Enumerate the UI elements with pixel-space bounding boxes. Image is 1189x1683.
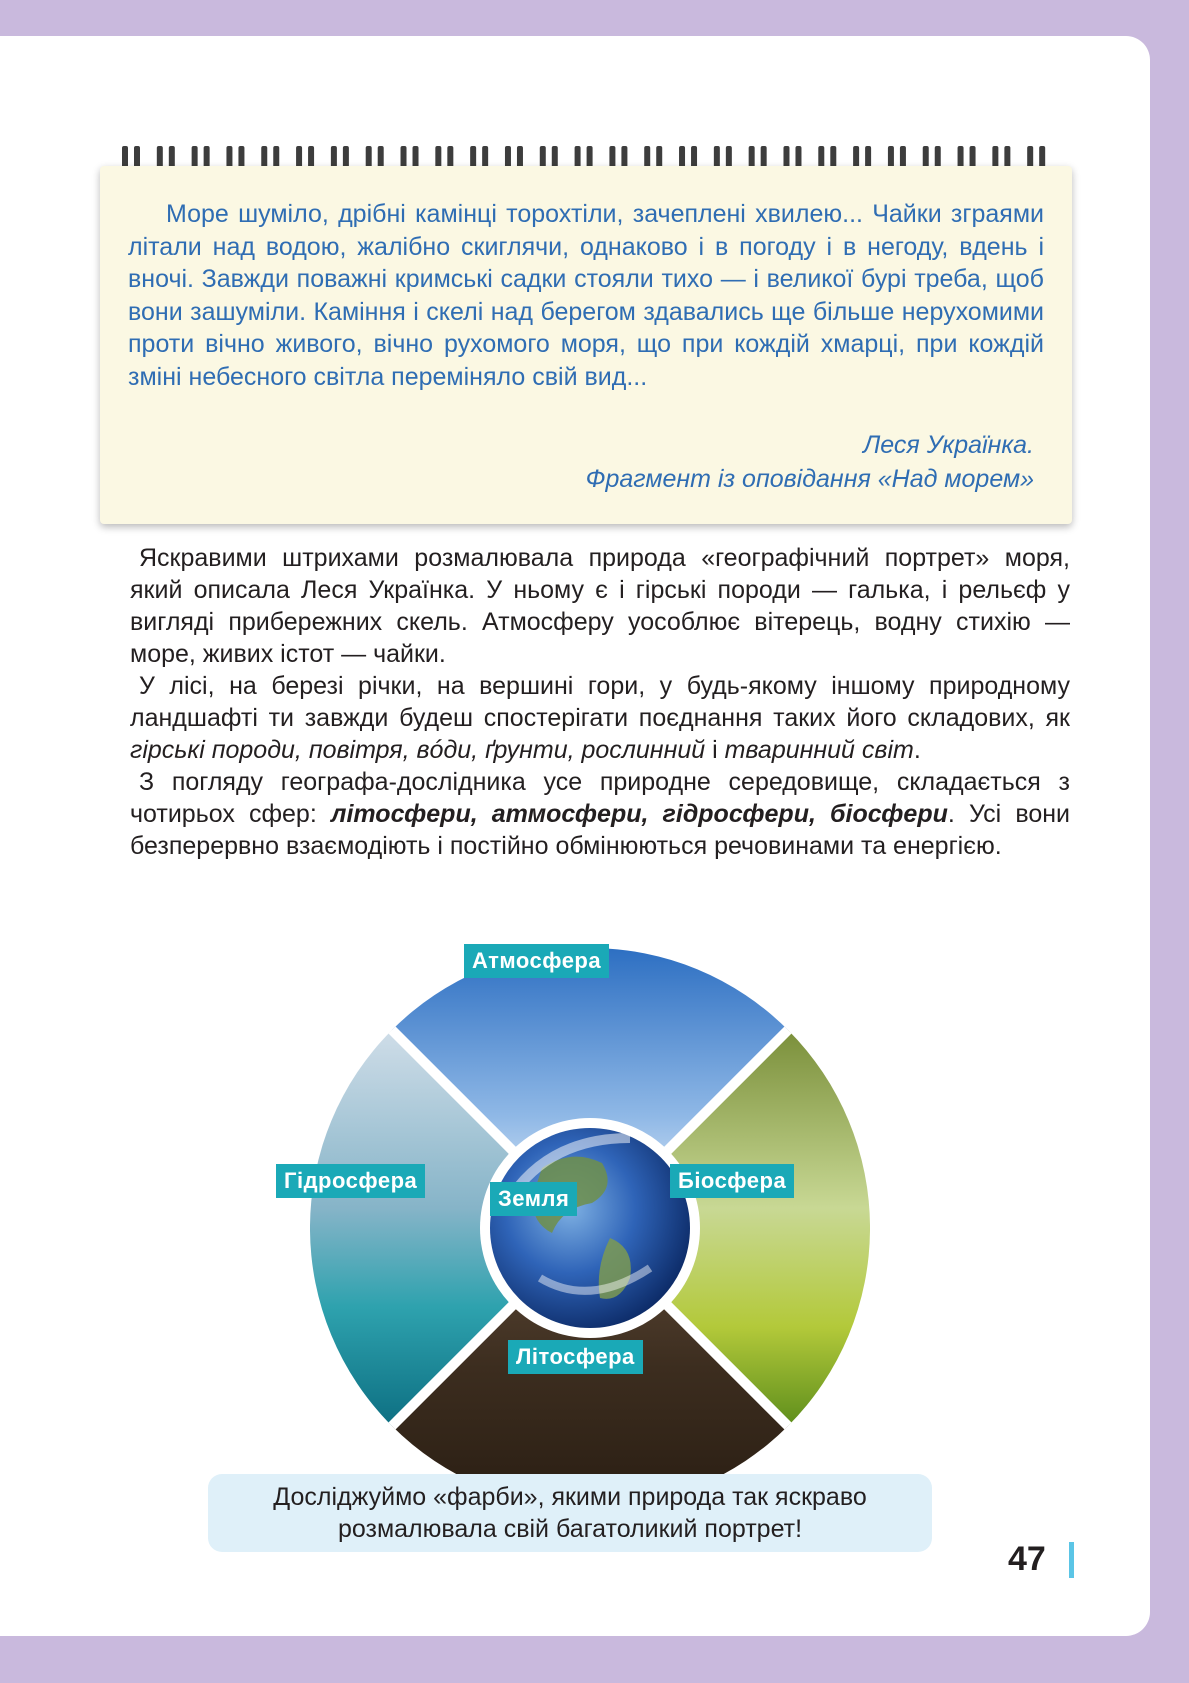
page-number-bar (1069, 1542, 1074, 1578)
label-atmosphere: Атмосфера (464, 944, 609, 978)
label-hydrosphere: Гідросфера (276, 1164, 425, 1198)
label-biosphere: Біосфера (670, 1164, 794, 1198)
quote-text: Море шуміло, дрібні камінці торохтіли, зачеплені хвилею... Чайки зграями літали над водою, жалібно скиглячи, однаково і в погоду і в негоду, вдень і вночі. Завжди поважні кримські садки стояли тихо — і великої бурі треба, щоб вони зашуміли. Каміння і скелі над берегом здавались ще більше нерухомими проти вічно живого, вічно рухомого моря, що при кождій хмарці, при кождій зміні небесного світла переміняло свій вид... (128, 200, 1044, 391)
callout-line-2: розмалювала свій багатоликий портрет! (337, 1515, 803, 1543)
paragraph-1: Яскравими штрихами розмалювала природа «географічний портрет» моря, який описала Леся Українка. У ньому є і гірські породи — галька, і рельєф у вигляді прибережних скель. Атмосферу уособлює вітерець, водну стихію — море, живих істот — чайки. (130, 544, 1070, 668)
paragraph-3: З погляду географа-дослідника усе природне середовище, складається з чотирьох сфер: літосфери, атмосфери, гідросфери, біосфери. Усі вони безперервно взаємодіють і постійно обмінюються речовинами та енергією. (130, 768, 1070, 860)
label-earth: Земля (490, 1182, 577, 1216)
callout-line-1: Досліджуймо «фарби», якими природа так яскраво (273, 1483, 867, 1511)
quote-source: Фрагмент із оповідання «Над морем» (585, 465, 1034, 493)
earth-globe (490, 1128, 690, 1328)
quote-card (100, 166, 1072, 524)
spheres-circle (310, 948, 870, 1508)
page-number: 47 (1008, 1540, 1046, 1578)
earth-spheres-diagram (284, 948, 870, 1508)
quote-author: Леся Українка. (863, 431, 1034, 459)
callout-box (208, 1474, 932, 1552)
paragraph-2: У лісі, на березі річки, на вершині гори, у будь-якому іншому природному ландшафті ти завжди будеш спостерігати поєднання таких його складових, як гірські породи, повітря, вóди, ґрунти, рослинний і тваринний світ. (130, 672, 1070, 764)
label-lithosphere: Літосфера (508, 1340, 643, 1374)
main-text (130, 542, 1070, 862)
quote-attribution (586, 428, 1034, 496)
